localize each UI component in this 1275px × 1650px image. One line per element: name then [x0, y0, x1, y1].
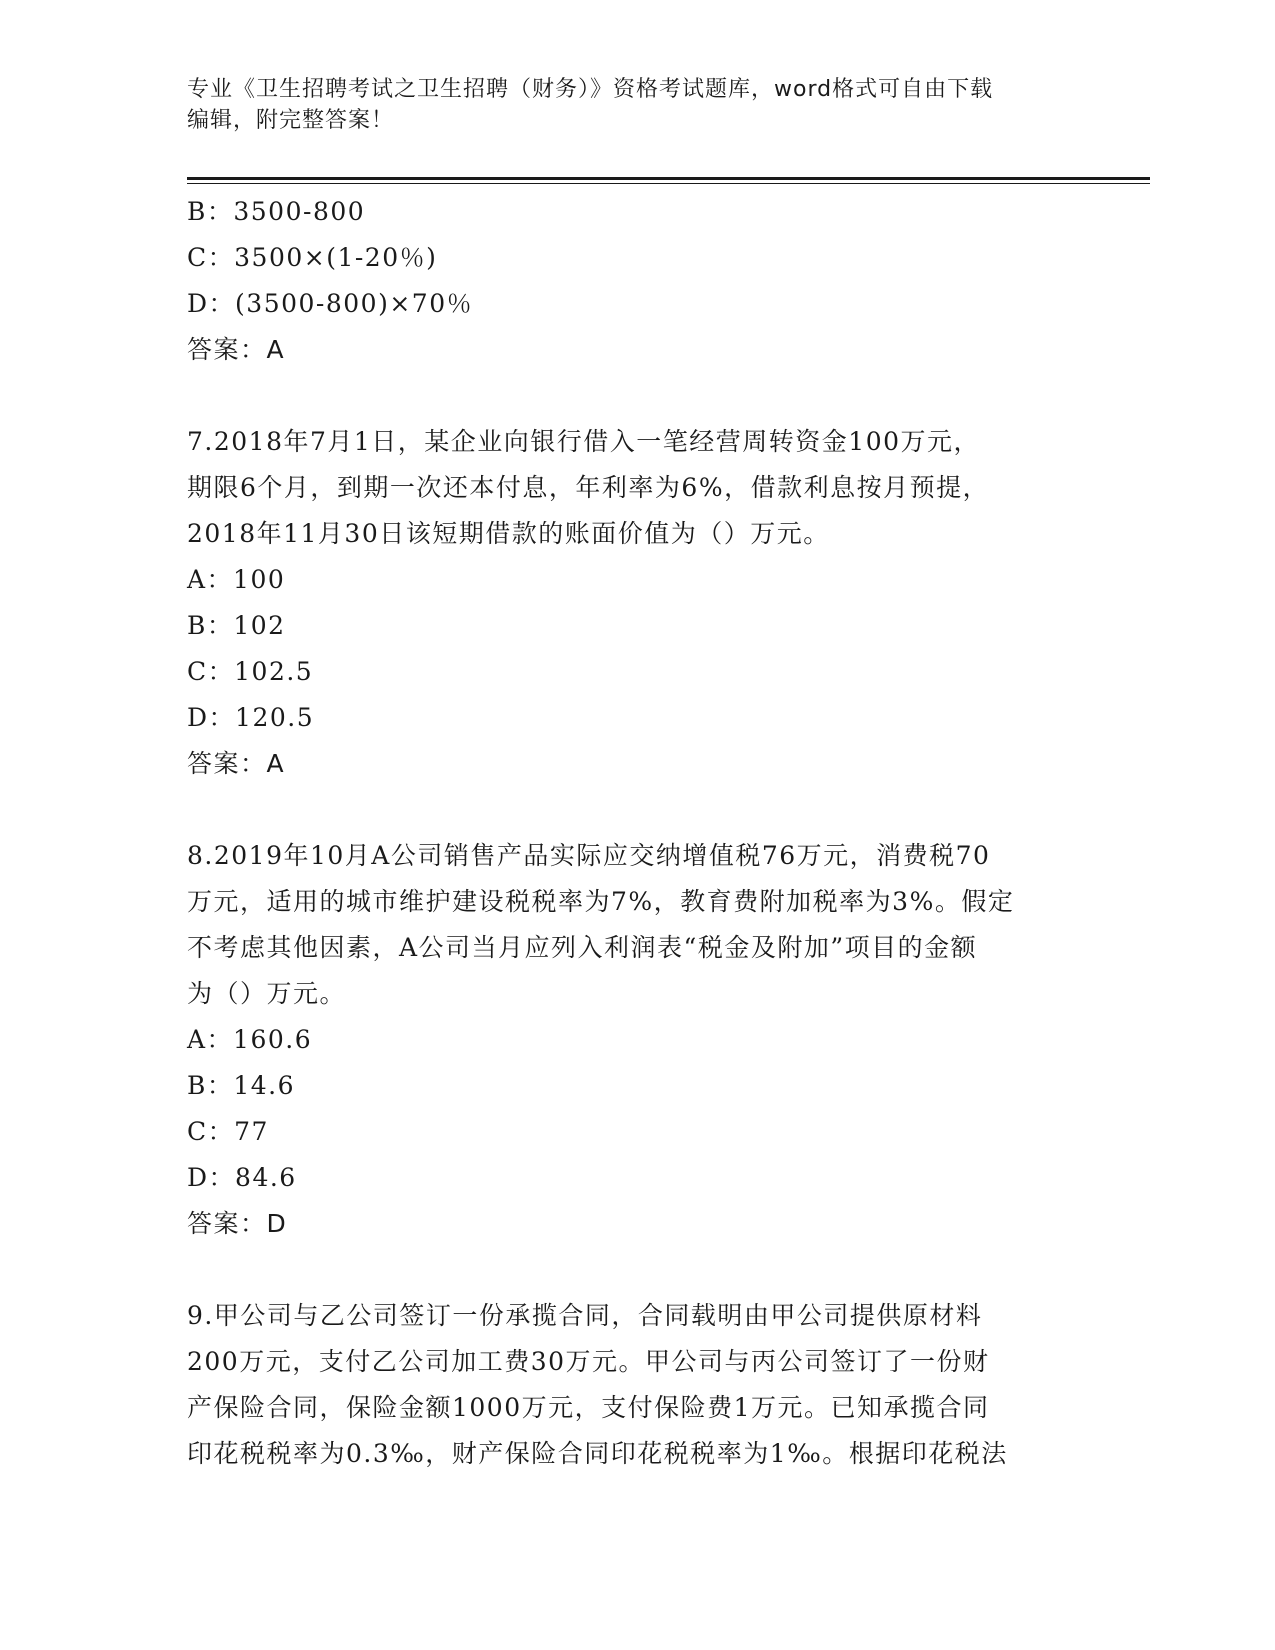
- header-divider-thin: [187, 183, 1150, 184]
- q7-option-c: C：102.5: [187, 657, 314, 686]
- header-line-1: 专业《卫生招聘考试之卫生招聘（财务）》资格考试题库，word格式可自由下载: [187, 77, 994, 102]
- q8-stem-line-4: 为（）万元。: [187, 979, 347, 1008]
- question-spacer: [187, 1247, 1087, 1293]
- q8-stem-line-1: 8.2019年10月A公司销售产品实际应交纳增值税76万元，消费税70: [187, 841, 991, 870]
- question-content: [187, 189, 1087, 1477]
- q9-stem-line-2: 200万元，支付乙公司加工费30万元。甲公司与丙公司签订了一份财: [187, 1347, 990, 1376]
- q9-stem-line-1: 9.甲公司与乙公司签订一份承揽合同，合同载明由甲公司提供原材料: [187, 1301, 983, 1330]
- q8-answer: 答案：D: [187, 1209, 288, 1238]
- question-7-block: [187, 419, 1087, 787]
- q7-answer: 答案：A: [187, 749, 286, 778]
- q7-option-a: A：100: [187, 565, 286, 594]
- q8-option-b: B：14.6: [187, 1071, 296, 1100]
- q8-stem-line-3: 不考虑其他因素，A公司当月应列入利润表“税金及附加”项目的金额: [187, 933, 978, 962]
- q9-stem-line-4: 印花税税率为0.3‰，财产保险合同印花税税率为1‰。根据印花税法: [187, 1439, 1008, 1468]
- header-line-2: 编辑，附完整答案！: [187, 108, 395, 133]
- q6-option-c: C：3500×(1-20％): [187, 243, 438, 272]
- q7-stem-line-2: 期限6个月，到期一次还本付息，年利率为6%，借款利息按月预提，: [187, 473, 990, 502]
- question-spacer: [187, 373, 1087, 419]
- q7-stem-line-3: 2018年11月30日该短期借款的账面价值为（）万元。: [187, 519, 830, 548]
- q7-option-b: B：102: [187, 611, 286, 640]
- question-6-block: [187, 189, 1087, 373]
- q8-option-a: A：160.6: [187, 1025, 313, 1054]
- document-header: [187, 74, 1087, 136]
- q7-stem-line-1: 7.2018年7月1日，某企业向银行借入一笔经营周转资金100万元，: [187, 427, 981, 456]
- q8-option-d: D：84.6: [187, 1163, 297, 1192]
- q7-option-d: D：120.5: [187, 703, 315, 732]
- q8-option-c: C：77: [187, 1117, 269, 1146]
- q6-answer: 答案：A: [187, 335, 286, 364]
- question-9-block: [187, 1293, 1087, 1477]
- question-8-block: [187, 833, 1087, 1247]
- question-spacer: [187, 787, 1087, 833]
- q6-option-b: B：3500-800: [187, 197, 366, 226]
- q6-option-d: D：(3500-800)×70％: [187, 289, 474, 318]
- q8-stem-line-2: 万元，适用的城市维护建设税税率为7%，教育费附加税率为3%。假定: [187, 887, 1015, 916]
- header-divider-thick: [187, 177, 1150, 180]
- q9-stem-line-3: 产保险合同，保险金额1000万元，支付保险费1万元。已知承揽合同: [187, 1393, 990, 1422]
